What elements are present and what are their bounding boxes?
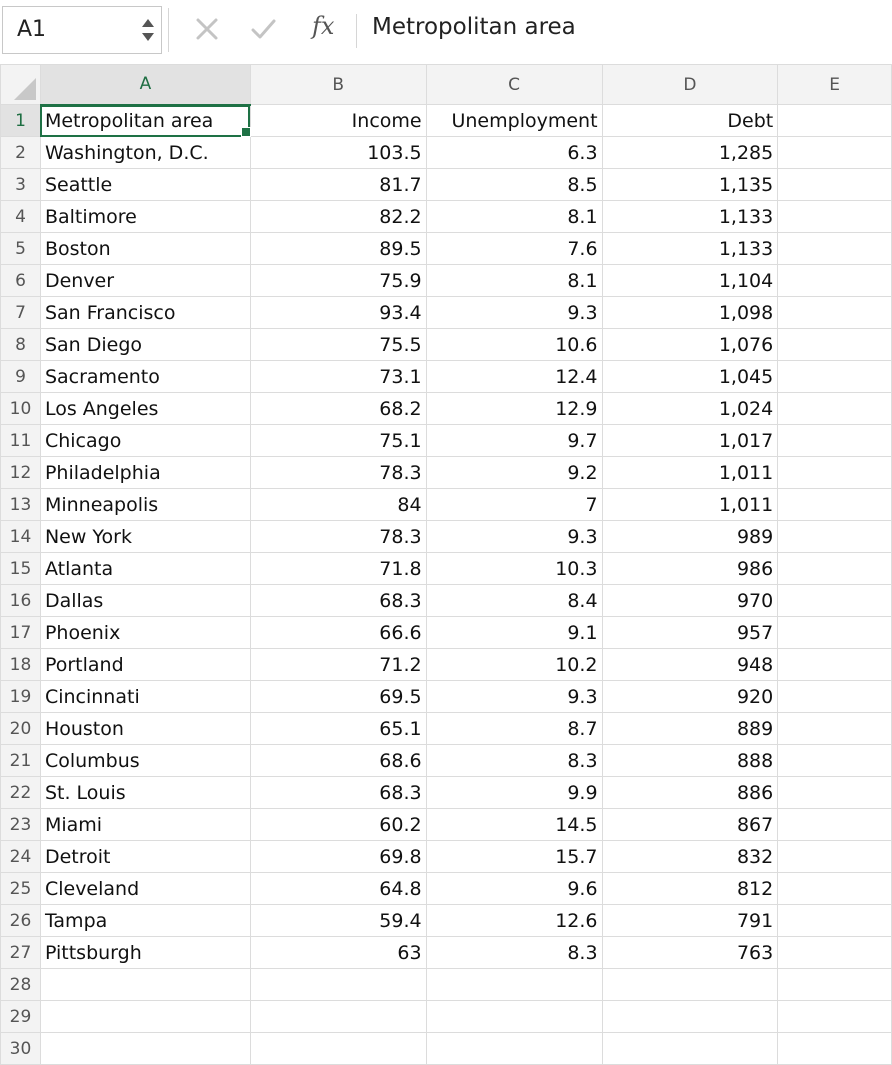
cell-e3[interactable] bbox=[778, 169, 892, 201]
row-header[interactable]: 7 bbox=[1, 297, 41, 329]
select-all-corner[interactable] bbox=[1, 65, 41, 105]
cell-e16[interactable] bbox=[778, 585, 892, 617]
cell-a24[interactable]: Detroit bbox=[40, 841, 250, 873]
cell-a1[interactable]: Metropolitan area bbox=[40, 105, 250, 137]
cell-b3[interactable]: 81.7 bbox=[250, 169, 426, 201]
table-row bbox=[1, 297, 892, 329]
cell-e10[interactable] bbox=[778, 393, 892, 425]
cell-d26[interactable]: 791 bbox=[602, 905, 778, 937]
row-header[interactable]: 14 bbox=[1, 521, 41, 553]
cell-d5[interactable]: 1,133 bbox=[602, 233, 778, 265]
cell-b13[interactable]: 84 bbox=[250, 489, 426, 521]
cell-e26[interactable] bbox=[778, 905, 892, 937]
cell-a10[interactable]: Los Angeles bbox=[40, 393, 250, 425]
cell-b4[interactable]: 82.2 bbox=[250, 201, 426, 233]
cell-e23[interactable] bbox=[778, 809, 892, 841]
select-all-icon bbox=[14, 78, 36, 100]
table-row bbox=[1, 777, 892, 809]
cell-b18[interactable]: 71.2 bbox=[250, 649, 426, 681]
row-header[interactable]: 27 bbox=[1, 937, 41, 969]
row-header[interactable]: 1 bbox=[1, 105, 41, 137]
cell-a2[interactable]: Washington, D.C. bbox=[40, 137, 250, 169]
cell-d27[interactable]: 763 bbox=[602, 937, 778, 969]
table-row bbox=[1, 841, 892, 873]
table-row bbox=[1, 585, 892, 617]
cell-e12[interactable] bbox=[778, 457, 892, 489]
cell-e15[interactable] bbox=[778, 553, 892, 585]
cell-d16[interactable]: 970 bbox=[602, 585, 778, 617]
cell-b28[interactable] bbox=[250, 969, 426, 1001]
cell-c14[interactable]: 9.3 bbox=[426, 521, 602, 553]
cell-c11[interactable]: 9.7 bbox=[426, 425, 602, 457]
cell-b22[interactable]: 68.3 bbox=[250, 777, 426, 809]
cell-b29[interactable] bbox=[250, 1001, 426, 1033]
row-header[interactable]: 25 bbox=[1, 873, 41, 905]
row-header[interactable]: 22 bbox=[1, 777, 41, 809]
column-header-c[interactable]: C bbox=[426, 65, 602, 105]
cell-d29[interactable] bbox=[602, 1001, 778, 1033]
row-header[interactable]: 10 bbox=[1, 393, 41, 425]
row-header[interactable]: 28 bbox=[1, 969, 41, 1001]
cell-c30[interactable] bbox=[426, 1033, 602, 1065]
cell-c12[interactable]: 9.2 bbox=[426, 457, 602, 489]
cell-e21[interactable] bbox=[778, 745, 892, 777]
cell-c20[interactable]: 8.7 bbox=[426, 713, 602, 745]
cell-e5[interactable] bbox=[778, 233, 892, 265]
cell-b19[interactable]: 69.5 bbox=[250, 681, 426, 713]
row-header[interactable]: 12 bbox=[1, 457, 41, 489]
cell-c24[interactable]: 15.7 bbox=[426, 841, 602, 873]
table-row bbox=[1, 361, 892, 393]
cell-e27[interactable] bbox=[778, 937, 892, 969]
cell-e28[interactable] bbox=[778, 969, 892, 1001]
cell-e8[interactable] bbox=[778, 329, 892, 361]
table-row bbox=[1, 809, 892, 841]
column-header-d[interactable]: D bbox=[602, 65, 778, 105]
row-header[interactable]: 26 bbox=[1, 905, 41, 937]
cell-a9[interactable]: Sacramento bbox=[40, 361, 250, 393]
row-header[interactable]: 21 bbox=[1, 745, 41, 777]
cell-a29[interactable] bbox=[40, 1001, 250, 1033]
column-header-b[interactable]: B bbox=[250, 65, 426, 105]
cell-e19[interactable] bbox=[778, 681, 892, 713]
row-header[interactable]: 8 bbox=[1, 329, 41, 361]
cell-c6[interactable]: 8.1 bbox=[426, 265, 602, 297]
cell-c10[interactable]: 12.9 bbox=[426, 393, 602, 425]
row-header[interactable]: 17 bbox=[1, 617, 41, 649]
cell-a22[interactable]: St. Louis bbox=[40, 777, 250, 809]
cell-b12[interactable]: 78.3 bbox=[250, 457, 426, 489]
cell-d4[interactable]: 1,133 bbox=[602, 201, 778, 233]
cell-c26[interactable]: 12.6 bbox=[426, 905, 602, 937]
cell-d2[interactable]: 1,285 bbox=[602, 137, 778, 169]
cell-d7[interactable]: 1,098 bbox=[602, 297, 778, 329]
cell-b5[interactable]: 89.5 bbox=[250, 233, 426, 265]
cell-b9[interactable]: 73.1 bbox=[250, 361, 426, 393]
cell-c25[interactable]: 9.6 bbox=[426, 873, 602, 905]
table-row bbox=[1, 457, 892, 489]
cell-a12[interactable]: Philadelphia bbox=[40, 457, 250, 489]
cell-c9[interactable]: 12.4 bbox=[426, 361, 602, 393]
cell-c3[interactable]: 8.5 bbox=[426, 169, 602, 201]
confirm-check-icon[interactable] bbox=[250, 16, 276, 42]
row-header[interactable]: 29 bbox=[1, 1001, 41, 1033]
cell-b16[interactable]: 68.3 bbox=[250, 585, 426, 617]
cell-d3[interactable]: 1,135 bbox=[602, 169, 778, 201]
cell-e4[interactable] bbox=[778, 201, 892, 233]
row-header[interactable]: 18 bbox=[1, 649, 41, 681]
cell-b23[interactable]: 60.2 bbox=[250, 809, 426, 841]
table-row bbox=[1, 969, 892, 1001]
table-row bbox=[1, 1001, 892, 1033]
cell-c17[interactable]: 9.1 bbox=[426, 617, 602, 649]
cell-a28[interactable] bbox=[40, 969, 250, 1001]
cell-b27[interactable]: 63 bbox=[250, 937, 426, 969]
row-header[interactable]: 6 bbox=[1, 265, 41, 297]
table-row bbox=[1, 201, 892, 233]
cell-d13[interactable]: 1,011 bbox=[602, 489, 778, 521]
cell-d20[interactable]: 889 bbox=[602, 713, 778, 745]
table-row bbox=[1, 521, 892, 553]
cell-d21[interactable]: 888 bbox=[602, 745, 778, 777]
sheet-table bbox=[0, 64, 892, 1065]
cell-e6[interactable] bbox=[778, 265, 892, 297]
cell-c8[interactable]: 10.6 bbox=[426, 329, 602, 361]
cell-e24[interactable] bbox=[778, 841, 892, 873]
row-header[interactable]: 20 bbox=[1, 713, 41, 745]
cell-d8[interactable]: 1,076 bbox=[602, 329, 778, 361]
cell-a20[interactable]: Houston bbox=[40, 713, 250, 745]
cell-c13[interactable]: 7 bbox=[426, 489, 602, 521]
name-box[interactable] bbox=[2, 6, 162, 54]
row-header[interactable]: 23 bbox=[1, 809, 41, 841]
cell-a5[interactable]: Boston bbox=[40, 233, 250, 265]
table-row bbox=[1, 105, 892, 137]
cell-a19[interactable]: Cincinnati bbox=[40, 681, 250, 713]
cell-b14[interactable]: 78.3 bbox=[250, 521, 426, 553]
sheet-body bbox=[1, 105, 892, 1065]
cell-e22[interactable] bbox=[778, 777, 892, 809]
cell-d11[interactable]: 1,017 bbox=[602, 425, 778, 457]
cell-d22[interactable]: 886 bbox=[602, 777, 778, 809]
insert-function-icon[interactable]: fx bbox=[312, 12, 335, 40]
cell-a16[interactable]: Dallas bbox=[40, 585, 250, 617]
cell-c4[interactable]: 8.1 bbox=[426, 201, 602, 233]
table-row bbox=[1, 233, 892, 265]
cell-b7[interactable]: 93.4 bbox=[250, 297, 426, 329]
cell-b1[interactable]: Income bbox=[250, 105, 426, 137]
table-row bbox=[1, 937, 892, 969]
row-header[interactable]: 13 bbox=[1, 489, 41, 521]
cell-a4[interactable]: Baltimore bbox=[40, 201, 250, 233]
cell-e30[interactable] bbox=[778, 1033, 892, 1065]
cell-d12[interactable]: 1,011 bbox=[602, 457, 778, 489]
cell-c29[interactable] bbox=[426, 1001, 602, 1033]
column-header-a[interactable]: A bbox=[40, 65, 250, 105]
cell-a15[interactable]: Atlanta bbox=[40, 553, 250, 585]
cell-c5[interactable]: 7.6 bbox=[426, 233, 602, 265]
cell-d25[interactable]: 812 bbox=[602, 873, 778, 905]
row-header[interactable]: 30 bbox=[1, 1033, 41, 1065]
table-row bbox=[1, 649, 892, 681]
table-row bbox=[1, 713, 892, 745]
cell-c21[interactable]: 8.3 bbox=[426, 745, 602, 777]
cell-d24[interactable]: 832 bbox=[602, 841, 778, 873]
formula-bar-separator-2 bbox=[356, 14, 357, 48]
cell-c23[interactable]: 14.5 bbox=[426, 809, 602, 841]
cell-b17[interactable]: 66.6 bbox=[250, 617, 426, 649]
cell-a17[interactable]: Phoenix bbox=[40, 617, 250, 649]
table-row bbox=[1, 553, 892, 585]
table-row bbox=[1, 137, 892, 169]
cell-a30[interactable] bbox=[40, 1033, 250, 1065]
cell-a27[interactable]: Pittsburgh bbox=[40, 937, 250, 969]
cell-b6[interactable]: 75.9 bbox=[250, 265, 426, 297]
cell-d28[interactable] bbox=[602, 969, 778, 1001]
cell-b24[interactable]: 69.8 bbox=[250, 841, 426, 873]
table-row bbox=[1, 873, 892, 905]
table-row bbox=[1, 169, 892, 201]
formula-bar-separator bbox=[168, 8, 169, 52]
cell-e11[interactable] bbox=[778, 425, 892, 457]
cell-a11[interactable]: Chicago bbox=[40, 425, 250, 457]
cell-c2[interactable]: 6.3 bbox=[426, 137, 602, 169]
column-header-e[interactable]: E bbox=[778, 65, 892, 105]
cell-d1[interactable]: Debt bbox=[602, 105, 778, 137]
name-box-value: A1 bbox=[17, 17, 47, 42]
cell-a26[interactable]: Tampa bbox=[40, 905, 250, 937]
row-header[interactable]: 5 bbox=[1, 233, 41, 265]
cell-b30[interactable] bbox=[250, 1033, 426, 1065]
table-row bbox=[1, 617, 892, 649]
cell-c19[interactable]: 9.3 bbox=[426, 681, 602, 713]
cell-c28[interactable] bbox=[426, 969, 602, 1001]
row-header[interactable]: 9 bbox=[1, 361, 41, 393]
cell-c16[interactable]: 8.4 bbox=[426, 585, 602, 617]
cell-e14[interactable] bbox=[778, 521, 892, 553]
cell-e25[interactable] bbox=[778, 873, 892, 905]
cell-d18[interactable]: 948 bbox=[602, 649, 778, 681]
row-header[interactable]: 3 bbox=[1, 169, 41, 201]
name-box-stepper-icon[interactable] bbox=[140, 15, 156, 45]
cell-a18[interactable]: Portland bbox=[40, 649, 250, 681]
cell-a25[interactable]: Cleveland bbox=[40, 873, 250, 905]
fill-handle[interactable] bbox=[241, 127, 251, 137]
cell-b10[interactable]: 68.2 bbox=[250, 393, 426, 425]
row-header[interactable]: 19 bbox=[1, 681, 41, 713]
cell-a13[interactable]: Minneapolis bbox=[40, 489, 250, 521]
cell-c27[interactable]: 8.3 bbox=[426, 937, 602, 969]
cell-c1[interactable]: Unemployment bbox=[426, 105, 602, 137]
cell-d9[interactable]: 1,045 bbox=[602, 361, 778, 393]
table-row bbox=[1, 745, 892, 777]
cell-d15[interactable]: 986 bbox=[602, 553, 778, 585]
table-row bbox=[1, 329, 892, 361]
cell-e17[interactable] bbox=[778, 617, 892, 649]
table-row bbox=[1, 681, 892, 713]
cell-d6[interactable]: 1,104 bbox=[602, 265, 778, 297]
cell-b11[interactable]: 75.1 bbox=[250, 425, 426, 457]
cell-b8[interactable]: 75.5 bbox=[250, 329, 426, 361]
cell-d10[interactable]: 1,024 bbox=[602, 393, 778, 425]
cancel-icon[interactable] bbox=[194, 16, 220, 42]
cell-b26[interactable]: 59.4 bbox=[250, 905, 426, 937]
cell-a7[interactable]: San Francisco bbox=[40, 297, 250, 329]
cell-c22[interactable]: 9.9 bbox=[426, 777, 602, 809]
table-row bbox=[1, 393, 892, 425]
table-row bbox=[1, 1033, 892, 1065]
cell-a8[interactable]: San Diego bbox=[40, 329, 250, 361]
table-row bbox=[1, 265, 892, 297]
cell-b20[interactable]: 65.1 bbox=[250, 713, 426, 745]
table-row bbox=[1, 425, 892, 457]
cell-e9[interactable] bbox=[778, 361, 892, 393]
cell-e18[interactable] bbox=[778, 649, 892, 681]
cell-a21[interactable]: Columbus bbox=[40, 745, 250, 777]
row-header[interactable]: 16 bbox=[1, 585, 41, 617]
cell-d17[interactable]: 957 bbox=[602, 617, 778, 649]
row-header[interactable]: 11 bbox=[1, 425, 41, 457]
cell-e7[interactable] bbox=[778, 297, 892, 329]
cell-e20[interactable] bbox=[778, 713, 892, 745]
cell-a23[interactable]: Miami bbox=[40, 809, 250, 841]
cell-a14[interactable]: New York bbox=[40, 521, 250, 553]
cell-a6[interactable]: Denver bbox=[40, 265, 250, 297]
row-header[interactable]: 2 bbox=[1, 137, 41, 169]
cell-d14[interactable]: 989 bbox=[602, 521, 778, 553]
cell-b2[interactable]: 103.5 bbox=[250, 137, 426, 169]
cell-d30[interactable] bbox=[602, 1033, 778, 1065]
cell-c7[interactable]: 9.3 bbox=[426, 297, 602, 329]
row-header[interactable]: 24 bbox=[1, 841, 41, 873]
cell-c15[interactable]: 10.3 bbox=[426, 553, 602, 585]
spreadsheet-grid bbox=[0, 64, 892, 1059]
cell-d19[interactable]: 920 bbox=[602, 681, 778, 713]
cell-e29[interactable] bbox=[778, 1001, 892, 1033]
cell-b15[interactable]: 71.8 bbox=[250, 553, 426, 585]
row-header[interactable]: 15 bbox=[1, 553, 41, 585]
formula-bar bbox=[0, 0, 892, 65]
cell-b21[interactable]: 68.6 bbox=[250, 745, 426, 777]
formula-input[interactable]: Metropolitan area bbox=[372, 14, 576, 40]
cell-e1[interactable] bbox=[778, 105, 892, 137]
cell-a3[interactable]: Seattle bbox=[40, 169, 250, 201]
row-header[interactable]: 4 bbox=[1, 201, 41, 233]
cell-e2[interactable] bbox=[778, 137, 892, 169]
cell-c18[interactable]: 10.2 bbox=[426, 649, 602, 681]
table-row bbox=[1, 489, 892, 521]
cell-e13[interactable] bbox=[778, 489, 892, 521]
cell-d23[interactable]: 867 bbox=[602, 809, 778, 841]
cell-b25[interactable]: 64.8 bbox=[250, 873, 426, 905]
table-row bbox=[1, 905, 892, 937]
